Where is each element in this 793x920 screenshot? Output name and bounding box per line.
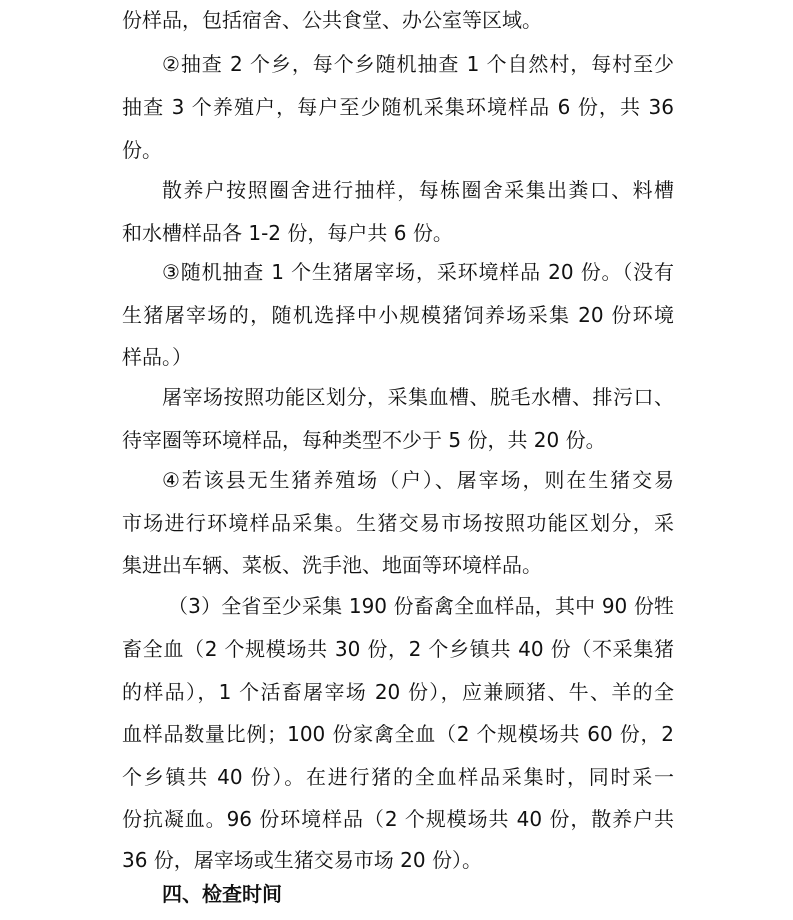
text-line: 畜全血（2 个规模场共 30 份，2 个乡镇共 40 份（不采集猪 — [122, 637, 674, 661]
text-line: 散养户按照圈舍进行抽样，每栋圈舍采集出粪口、料槽 — [162, 178, 674, 202]
text-line: ③随机抽查 1 个生猪屠宰场，采环境样品 20 份。（没有 — [162, 260, 674, 284]
text-line: 份抗凝血。96 份环境样品（2 个规模场共 40 份，散养户共 — [122, 807, 674, 831]
text-line: 屠宰场按照功能区划分，采集血槽、脱毛水槽、排污口、 — [162, 385, 674, 409]
text-line: 血样品数量比例；100 份家禽全血（2 个规模场共 60 份，2 — [122, 722, 674, 746]
text-line: 生猪屠宰场的，随机选择中小规模猪饲养场采集 20 份环境 — [122, 303, 674, 327]
text-line: （3）全省至少采集 190 份畜禽全血样品，其中 90 份牲 — [168, 594, 674, 618]
text-line: 份样品，包括宿舍、公共食堂、办公室等区域。 — [122, 8, 542, 32]
text-line: 个乡镇共 40 份）。在进行猪的全血样品采集时，同时采一 — [122, 765, 674, 789]
text-line: 集进出车辆、菜板、洗手池、地面等环境样品。 — [122, 553, 542, 577]
text-line: ④若该县无生猪养殖场（户）、屠宰场，则在生猪交易 — [162, 468, 674, 492]
text-line: 待宰圈等环境样品，每种类型不少于 5 份，共 20 份。 — [122, 428, 606, 452]
text-line: 36 份，屠宰场或生猪交易市场 20 份）。 — [122, 848, 482, 872]
text-line: 份。 — [122, 138, 162, 162]
text-line: 市场进行环境样品采集。生猪交易市场按照功能区划分，采 — [122, 511, 674, 535]
text-line: 的样品），1 个活畜屠宰场 20 份），应兼顾猪、牛、羊的全 — [122, 680, 674, 704]
text-line: 样品。） — [122, 345, 192, 369]
text-line: 和水槽样品各 1-2 份，每户共 6 份。 — [122, 221, 453, 245]
text-line: ②抽查 2 个乡，每个乡随机抽查 1 个自然村，每村至少 — [162, 52, 674, 76]
text-line: 抽查 3 个养殖户，每户至少随机采集环境样品 6 份，共 36 — [122, 95, 674, 119]
section-heading: 四、检查时间 — [162, 882, 282, 906]
